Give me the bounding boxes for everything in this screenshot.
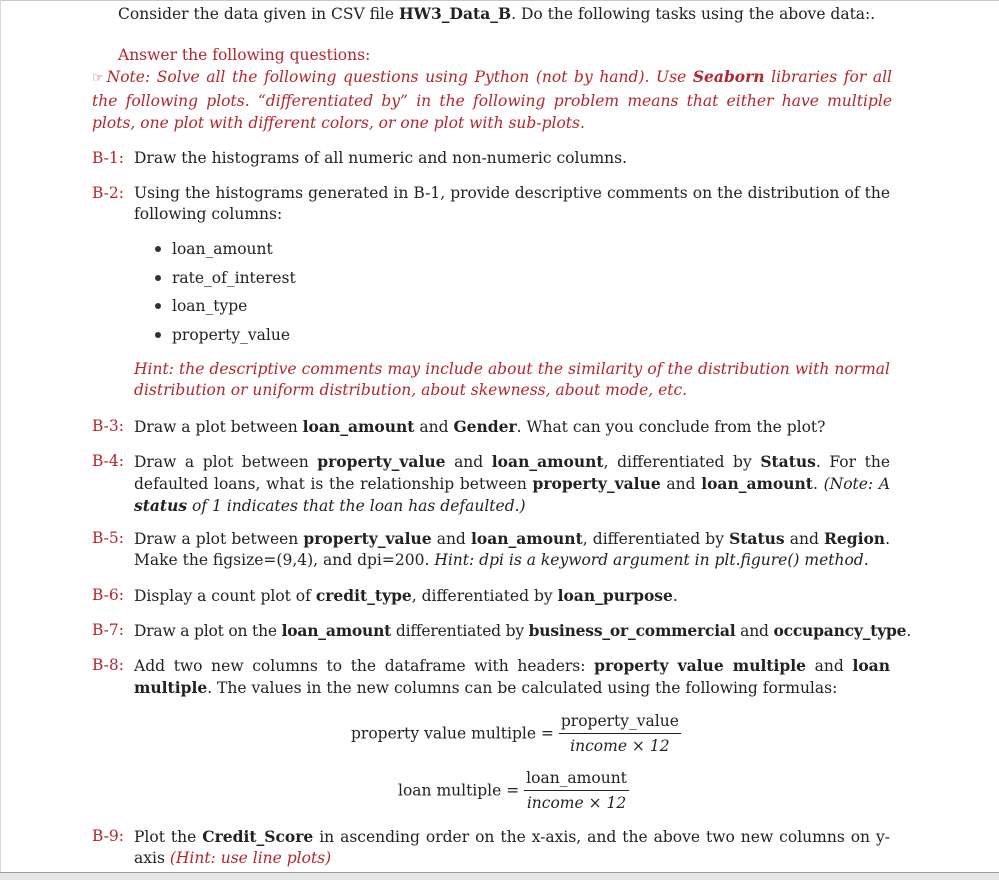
pointing-hand-icon: ☞ [92,71,104,86]
question-label: B-8: [92,656,124,674]
intro-line: Consider the data given in CSV file HW3_Data_B. Do the following tasks using the above data:. [118,4,876,23]
question-label: B-6: [92,586,124,604]
fraction: $\frac{\text{property\_value}}{\text{income × 12}}$ [560,712,679,755]
question-label: B-3: [92,417,124,435]
question-label: B-9: [92,827,124,845]
b2-hint: Hint: the descriptive comments may include about the similarity of the distribution with normal distribution or uniform distribution, about skewness, about mode, etc. [134,360,890,399]
question-b3: B-3: Draw a plot between loan_amount and Gender. What can you conclude from the plot? [92,417,826,436]
bullet-icon [155,275,161,281]
question-b5: B-5: Draw a plot between property_value and loan_amount, differentiated by Status and Region. Make the figsize=(9,4), and dpi=200. Hint: dpi is a keyword argument in plt.figure() method. [92,529,891,569]
seaborn-keyword: Seaborn [692,67,765,86]
bullet-icon [155,246,161,252]
fraction: $\frac{\text{loan\_amount}}{\text{income × 12}}$ [526,769,627,812]
question-b2: B-2: Using the histograms generated in B-1, provide descriptive comments on the distribution of the following columns: [92,184,890,223]
question-label: B-7: [92,621,124,639]
left-rule [0,0,1,872]
formula-property-value-multiple: property value multiple = $\frac{\text{property\_value}}{\text{income × 12}}$ [351,712,679,755]
question-b1: B-1: Draw the histograms of all numeric and non-numeric columns. [92,149,628,167]
note-paragraph: ☞ Note: Solve all the following questions using Python (not by hand). Use Seaborn libraries for all the following plots. “differentiated by” in the following problem means that either have multiple plots, one plot with different colors, or one plot with sub-plots. [92,67,892,132]
formula-loan-multiple: loan multiple = $\frac{\text{loan\_amount}}{\text{income × 12}}$ [398,769,627,812]
question-b4: B-4: Draw a plot between property_value and loan_amount, differentiated by Status. For the defaulted loans, what is the relationship between property_value and loan_amount. (Note: A status of 1 indicates that the loan has defaulted.) [92,452,891,515]
question-b6: B-6: Display a count plot of credit_type, differentiated by loan_purpose. [92,586,678,605]
answer-heading: Answer the following questions: [118,46,371,64]
csv-filename: HW3_Data_B [398,4,512,23]
question-label: B-5: [92,529,124,547]
question-label: B-4: [92,452,124,470]
question-label: B-1: [92,149,124,167]
top-rule [0,0,999,1]
question-b7: B-7: Draw a plot on the loan_amount differentiated by business_or_commercial and occupancy_type. [92,621,912,640]
bullet-icon [155,303,161,309]
question-b8: B-8: Add two new columns to the dataframe with headers: property value multiple and loan multiple. The values in the new columns can be calculated using the following formulas: [92,656,890,697]
question-label: B-2: [92,184,124,202]
bullet-icon [155,332,161,338]
question-b9: B-9: Plot the Credit_Score in ascending order on the x-axis, and the above two new columns on y-axis (Hint: use line plots) [92,827,890,867]
